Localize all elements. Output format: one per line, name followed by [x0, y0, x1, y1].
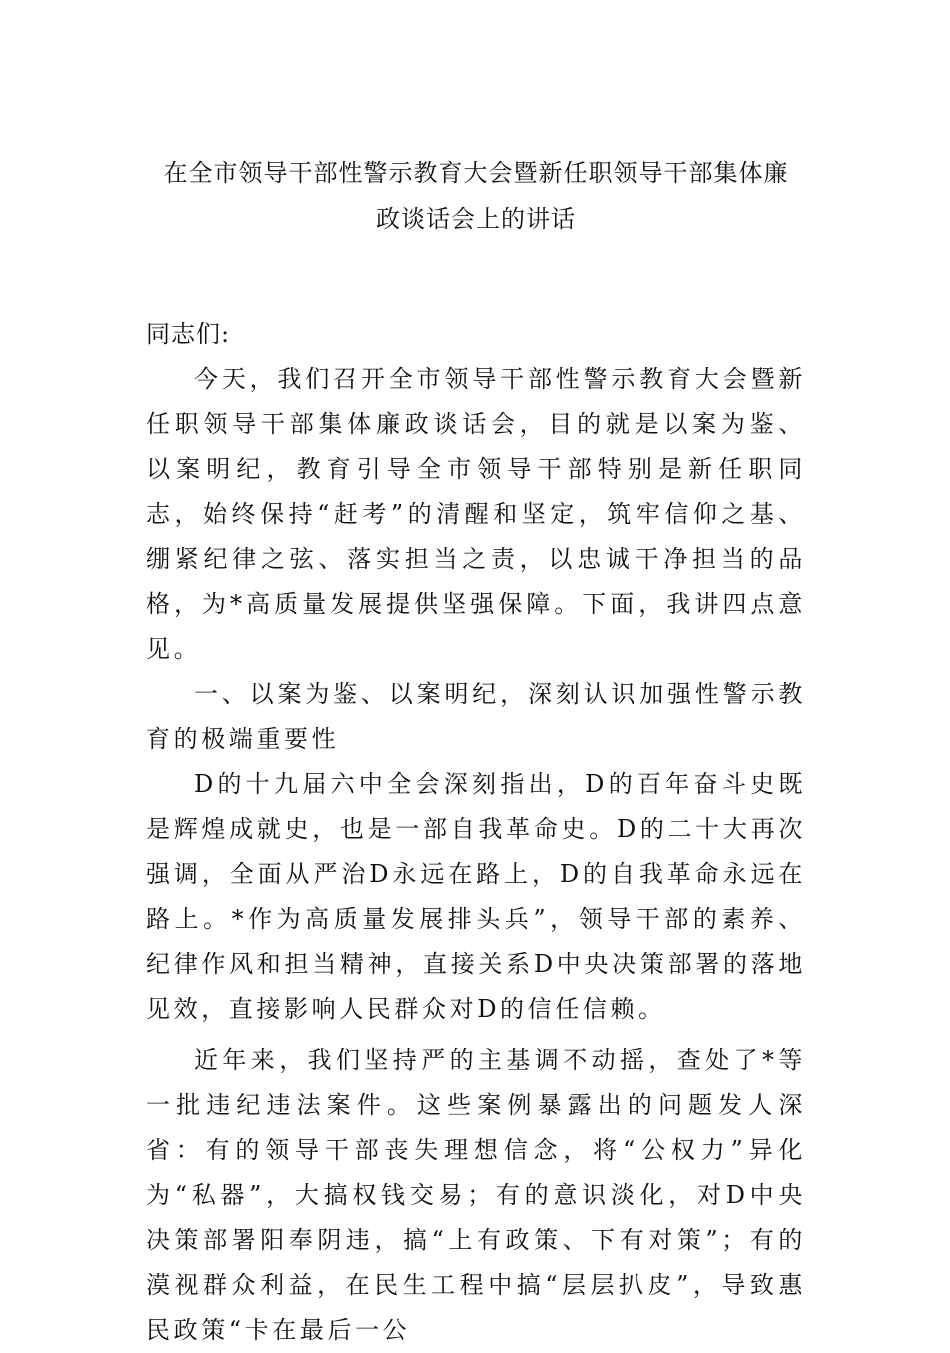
salutation: 同志们:	[146, 320, 231, 348]
section-heading-1: 一、以案为鉴、以案明纪，深刻认识加强性警示教育的极端重要性	[146, 680, 806, 753]
document-page	[146, 150, 806, 1353]
title-line-2: 政谈话会上的讲话	[376, 205, 576, 233]
paragraph-body-2: 近年来，我们坚持严的主基调不动摇，查处了*等一批违纪违法案件。这些案例暴露出的问题发人深省：有的领导干部丧失理想信念，将“公权力”异化为“私器”，大搞权钱交易；有的意识淡化，对D中央决策部署阳奉阴违，搞“上有政策、下有对策”；有的漠视群众利益，在民生工程中搞“层层扒皮”，导致惠民政策“卡在最后一公	[146, 1046, 806, 1344]
title-line-1: 在全市领导干部性警示教育大会暨新任职领导干部集体廉	[163, 159, 789, 187]
document-title	[146, 150, 806, 242]
paragraph-body-1: D的十九届六中全会深刻指出，D的百年奋斗史既是辉煌成就史，也是一部自我革命史。D的二十大再次强调，全面从严治D永远在路上，D的自我革命永远在路上。*作为高质量发展排头兵”，领导干部的素养、纪律作风和担当精神，直接关系D中央决策部署的落地见效，直接影响人民群众对D的信任信赖。	[146, 770, 806, 1023]
paragraph-intro: 今天，我们召开全市领导干部性警示教育大会暨新任职领导干部集体廉政谈话会，目的就是以案为鉴、以案明纪，教育引导全市领导干部特别是新任职同志，始终保持“赶考”的清醒和坚定，筑牢信仰之基、绷紧纪律之弦、落实担当之责，以忠诚干净担当的品格，为*高质量发展提供坚强保障。下面，我讲四点意见。	[146, 365, 806, 663]
